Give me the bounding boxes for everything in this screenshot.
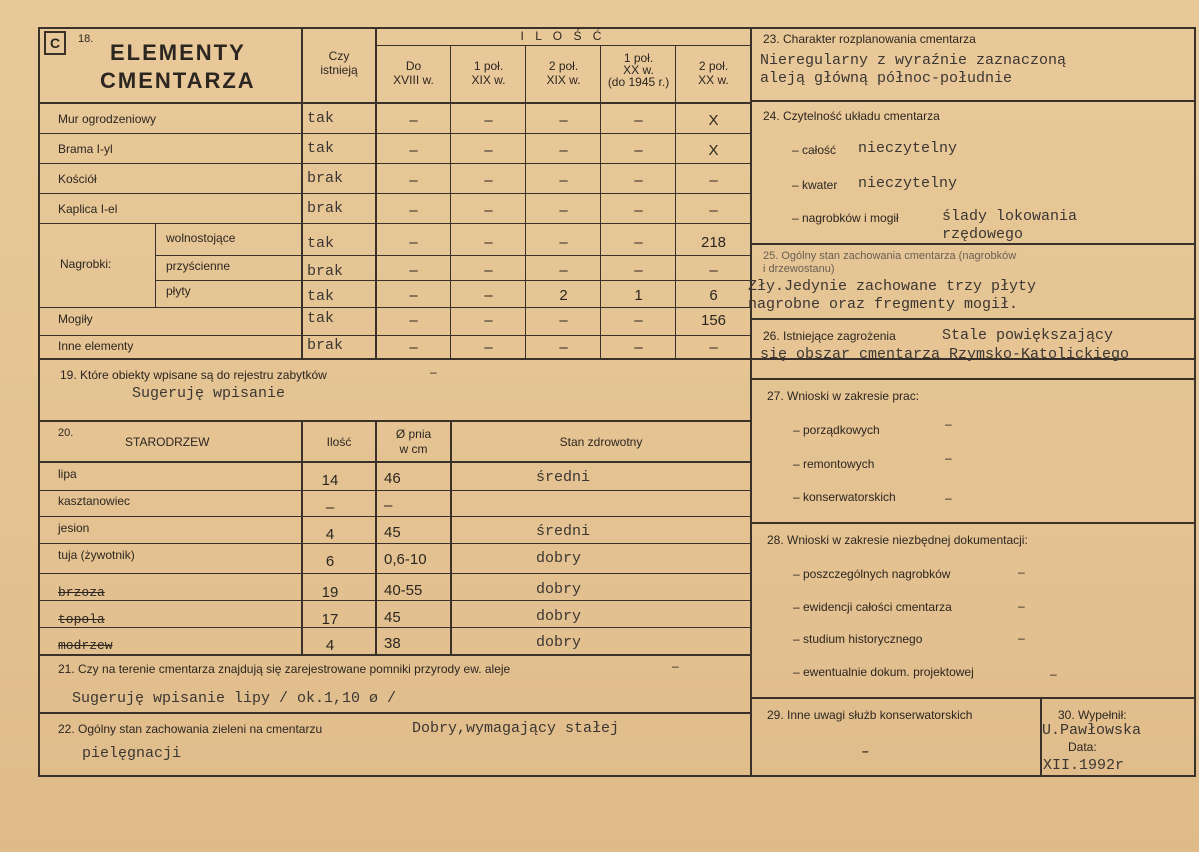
row-label: Nagrobki: (60, 257, 112, 271)
divider (155, 223, 156, 307)
field-value: nieczytelny (858, 140, 958, 157)
dash: – (1018, 631, 1025, 645)
quantity-cell: – (409, 172, 418, 189)
field-value: pielęgnacji (82, 745, 182, 762)
quantity-cell: – (634, 142, 643, 159)
quantity-cell: – (559, 339, 568, 356)
divider (600, 45, 601, 358)
sub-label: – kwater (792, 178, 838, 192)
divider (38, 223, 750, 224)
divider (155, 255, 750, 256)
sub-label: – ewidencji całości cmentarza (793, 600, 952, 614)
field-label: 26. Istniejące zagrożenia (763, 329, 896, 343)
column-header: XIX w. (546, 73, 581, 87)
row-label: Mur ogrodzeniowy (58, 112, 157, 126)
quantity-cell: – (484, 172, 493, 189)
quantity-cell: – (484, 339, 493, 356)
exists-value: tak (307, 288, 335, 305)
field-label: i drzewostanu) (763, 263, 835, 275)
card-letter-box: C (44, 31, 66, 55)
divider (450, 420, 452, 654)
exists-value: brak (307, 337, 344, 354)
divider (750, 27, 752, 777)
column-header: Ilość (326, 435, 352, 449)
quantity-cell: – (409, 287, 418, 304)
field-value: – (862, 744, 869, 758)
tree-health: dobry (536, 581, 582, 598)
row-label: przyścienne (166, 259, 231, 273)
tree-quantity: 4 (325, 637, 335, 654)
tree-health: dobry (536, 608, 582, 625)
divider (38, 335, 750, 336)
divider (375, 45, 750, 46)
quantity-cell: – (634, 112, 643, 129)
divider (38, 712, 750, 714)
sub-label: – ewentualnie dokum. projektowej (793, 665, 974, 679)
column-header: XIX w. (471, 73, 506, 87)
quantity-cell: – (559, 312, 568, 329)
tree-diameter: 0,6-10 (384, 551, 427, 568)
field-label: 29. Inne uwagi służb konserwatorskich (767, 708, 973, 722)
field-value: ślady lokowania (942, 208, 1078, 225)
field-value: się obszar cmentarza Rzymsko-Katolickiego (760, 346, 1130, 363)
sub-label: – studium historycznego (793, 632, 923, 646)
column-header: 1 poł. (623, 51, 654, 65)
tree-name: lipa (58, 467, 77, 481)
field-value: Stale powiększający (942, 327, 1114, 344)
tree-quantity: 19 (321, 584, 339, 601)
section-title: STARODRZEW (125, 435, 210, 449)
tree-quantity: 4 (325, 526, 335, 543)
column-header: Do (405, 59, 422, 73)
quantity-cell: – (709, 262, 718, 279)
divider (38, 461, 750, 463)
quantity-cell: – (709, 202, 718, 219)
section-title: CMENTARZA (100, 68, 256, 93)
tree-diameter: 45 (384, 609, 401, 626)
field-value: Zły.Jedynie zachowane trzy płyty (748, 278, 1037, 295)
quantity-cell: 156 (700, 312, 727, 329)
divider (38, 27, 1196, 29)
section-title: ELEMENTY (110, 40, 246, 65)
dash: – (1018, 599, 1025, 613)
divider (38, 133, 750, 134)
tree-quantity: 17 (321, 611, 339, 628)
quantity-cell: – (634, 262, 643, 279)
field-label: Data: (1068, 740, 1097, 754)
tree-name: brzoza (58, 585, 105, 600)
quantity-cell: – (484, 142, 493, 159)
quantity-cell: – (409, 112, 418, 129)
divider (750, 243, 1196, 245)
row-label: Kościół (58, 172, 97, 186)
tree-health: średni (536, 523, 591, 540)
quantity-cell: – (484, 262, 493, 279)
tree-health: dobry (536, 550, 582, 567)
field-value: Dobry,wymagający stałej (412, 720, 620, 737)
quantity-cell: – (709, 172, 718, 189)
quantity-cell: – (634, 339, 643, 356)
quantity-cell: – (559, 142, 568, 159)
tree-name: modrzew (58, 638, 113, 653)
dash: – (945, 491, 952, 505)
quantity-cell: 6 (709, 287, 718, 304)
tree-quantity: 14 (321, 472, 339, 489)
section-number: 20. (58, 427, 74, 439)
quantity-cell: – (409, 312, 418, 329)
quantity-cell: X (708, 142, 719, 159)
divider (38, 600, 750, 601)
divider (38, 573, 750, 574)
sub-label: – całość (792, 143, 837, 157)
filled-by-name: U.Pawłowska (1042, 722, 1142, 739)
sub-label: – poszczególnych nagrobków (793, 567, 951, 581)
exists-value: tak (307, 310, 335, 327)
quantity-cell: – (484, 202, 493, 219)
column-header: 1 poł. (473, 59, 504, 73)
field-value: nieczytelny (858, 175, 958, 192)
row-label: Inne elementy (58, 339, 134, 353)
field-value: Sugeruję wpisanie (132, 385, 286, 402)
dash: – (430, 365, 437, 379)
tree-name: jesion (58, 521, 90, 535)
tree-diameter: 46 (384, 470, 401, 487)
divider (38, 27, 40, 777)
sub-label: – nagrobków i mogił (792, 211, 899, 225)
column-header: w cm (399, 442, 428, 456)
quantity-cell: – (559, 234, 568, 251)
quantity-cell: – (559, 262, 568, 279)
quantity-cell: – (559, 112, 568, 129)
quantity-cell: – (634, 172, 643, 189)
column-header: 2 poł. (548, 59, 579, 73)
quantity-cell: – (409, 202, 418, 219)
quantity-cell: X (708, 112, 719, 129)
tree-name: topola (58, 612, 105, 627)
column-header: XVIII w. (393, 73, 434, 87)
tree-diameter: 45 (384, 524, 401, 541)
field-label: 24. Czytelność układu cmentarza (763, 109, 940, 123)
field-value: nagrobne oraz fregmenty mogił. (748, 296, 1019, 313)
divider (675, 45, 676, 358)
sub-label: – porządkowych (793, 423, 880, 437)
quantity-cell: – (484, 287, 493, 304)
column-header: 2 poł. (698, 59, 729, 73)
dash: – (1018, 565, 1025, 579)
field-value: rzędowego (942, 226, 1024, 243)
exists-value: brak (307, 263, 344, 280)
quantity-cell: – (634, 202, 643, 219)
column-header: I L O Ś Ć (520, 29, 606, 43)
quantity-cell: 218 (700, 234, 727, 251)
quantity-cell: – (709, 339, 718, 356)
row-label: płyty (166, 284, 191, 298)
dash: – (945, 451, 952, 465)
exists-value: tak (307, 235, 335, 252)
sub-label: – konserwatorskich (793, 490, 896, 504)
divider (38, 420, 750, 422)
field-label: 25. Ogólny stan zachowania cmentarza (nagrobków (763, 250, 1017, 262)
tree-name: kasztanowiec (58, 494, 131, 508)
column-header: XX w. (623, 63, 654, 77)
field-value: aleją główną północ-południe (760, 70, 1013, 87)
sub-label: – remontowych (793, 457, 875, 471)
exists-value: tak (307, 110, 335, 127)
field-label: 30. Wypełnił: (1058, 708, 1127, 722)
quantity-cell: – (409, 142, 418, 159)
quantity-cell: 1 (634, 287, 643, 304)
quantity-cell: – (484, 312, 493, 329)
dash: – (672, 659, 679, 673)
quantity-cell: 2 (559, 287, 568, 304)
row-label: Kaplica I-el (58, 202, 118, 216)
divider (750, 378, 1196, 380)
divider (525, 45, 526, 358)
section-number: 18. (78, 33, 94, 45)
quantity-cell: – (559, 172, 568, 189)
tree-quantity: 6 (325, 553, 335, 570)
tree-health: dobry (536, 634, 582, 651)
divider (38, 102, 750, 104)
exists-value: tak (307, 140, 335, 157)
divider (1194, 27, 1196, 777)
quantity-cell: – (559, 202, 568, 219)
divider (155, 280, 750, 281)
field-label: 22. Ogólny stan zachowania zieleni na cmentarzu (58, 722, 323, 736)
dash: – (945, 417, 952, 431)
tree-diameter: – (384, 497, 393, 514)
quantity-cell: – (634, 234, 643, 251)
tree-diameter: 38 (384, 635, 401, 652)
column-header: Stan zdrowotny (559, 435, 643, 449)
divider (38, 516, 750, 517)
field-label: 27. Wnioski w zakresie prac: (767, 389, 920, 403)
tree-diameter: 40-55 (384, 582, 423, 599)
quantity-cell: – (634, 312, 643, 329)
field-label: 28. Wnioski w zakresie niezbędnej dokumentacji: (767, 533, 1028, 547)
tree-quantity: – (325, 499, 335, 516)
tree-health: średni (536, 469, 591, 486)
divider (38, 193, 750, 194)
date-value: XII.1992r (1043, 757, 1125, 774)
quantity-cell: – (484, 112, 493, 129)
row-label: Mogiły (58, 312, 93, 326)
field-label: 19. Które obiekty wpisane są do rejestru zabytków (60, 368, 327, 382)
column-header: (do 1945 r.) (607, 75, 670, 89)
divider (38, 163, 750, 164)
row-label: wolnostojące (166, 231, 236, 245)
exists-value: brak (307, 170, 344, 187)
divider (38, 627, 750, 628)
row-label: Brama I-yl (58, 142, 113, 156)
field-label: 21. Czy na terenie cmentarza znajdują się zarejestrowane pomniki przyrody ew. aleje (58, 662, 511, 676)
dash: – (1050, 667, 1057, 681)
field-value: Sugeruję wpisanie lipy / ok.1,10 ø / (72, 690, 397, 707)
tree-name: tuja (żywotnik) (58, 548, 135, 562)
quantity-cell: – (409, 339, 418, 356)
field-value: Nieregularny z wyraźnie zaznaczoną (760, 52, 1067, 69)
divider (750, 697, 1196, 699)
column-header: istnieją (320, 63, 358, 77)
divider (750, 318, 1196, 320)
divider (38, 775, 1196, 777)
field-label: 23. Charakter rozplanowania cmentarza (763, 32, 976, 46)
exists-value: brak (307, 200, 344, 217)
divider (750, 100, 1196, 102)
divider (38, 543, 750, 544)
quantity-cell: – (484, 234, 493, 251)
divider (38, 307, 750, 308)
column-header: Ø pnia (395, 427, 432, 441)
column-header: Czy (328, 49, 350, 63)
quantity-cell: – (409, 262, 418, 279)
divider (450, 45, 451, 358)
divider (38, 490, 750, 491)
column-header: XX w. (698, 73, 729, 87)
divider (750, 522, 1196, 524)
divider (38, 654, 750, 656)
quantity-cell: – (409, 234, 418, 251)
